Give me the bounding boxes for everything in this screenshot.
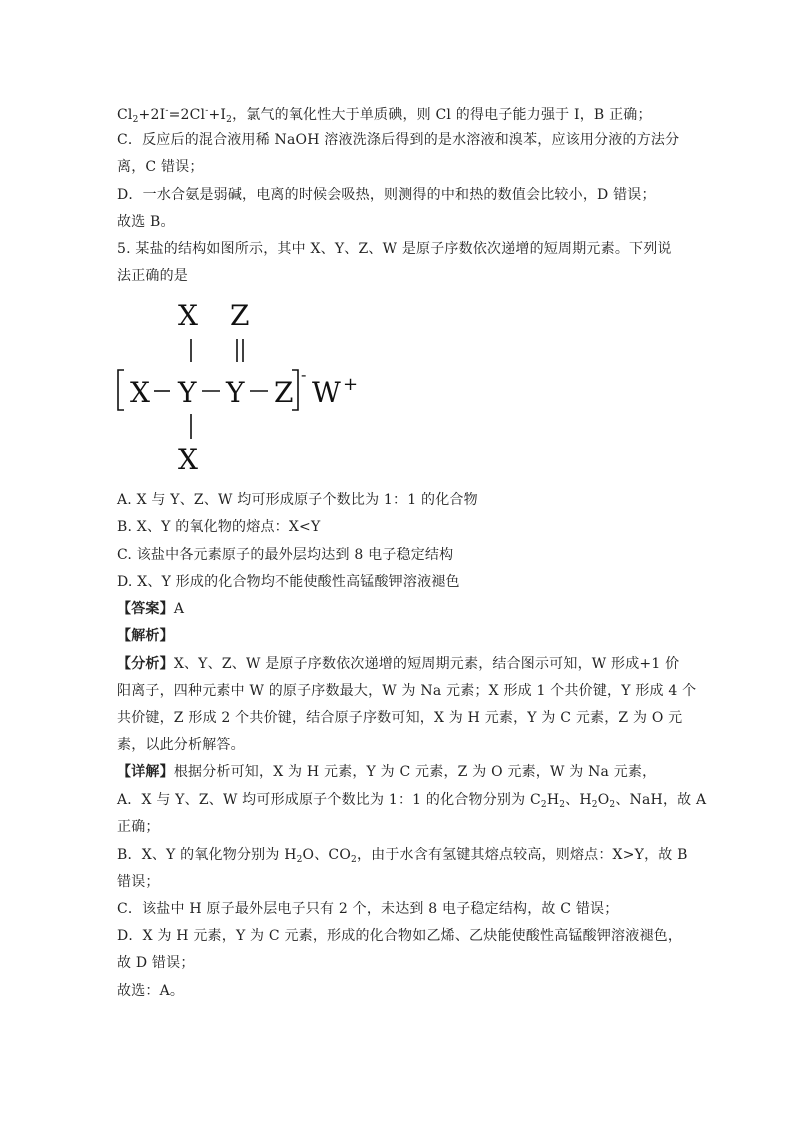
detail-b-line-1: B．X、Y 的氧化物分别为 $H_2O$、$CO_2$，由于水含有氢键其熔点较高，则熔点：X>Y，故 B [117, 847, 688, 865]
option-b: B. X、Y 的氧化物的熔点：X<Y [117, 519, 321, 535]
struct-chain-z: Z [274, 376, 294, 409]
detail-a-line-2: 正确； [117, 819, 160, 835]
struct-anion-charge: - [301, 365, 307, 384]
text-line-4: D．一水合氨是弱碱，电离的时候会吸热，则测得的中和热的数值会比较小，D 错误； [117, 187, 656, 203]
question-5-stem: 5. 某盐的结构如图所示，其中 X、Y、Z、W 是原子序数依次递增的短周期元素。下列说 [117, 241, 672, 257]
option-c: C. 该盐中各元素原子的最外层均达到 8 电子稳定结构 [117, 547, 454, 563]
analysis-line-4: 素，以此分析解答。 [117, 737, 245, 753]
answer-tag: 【答案】 [117, 601, 174, 617]
detail-b-line-2: 错误； [117, 874, 160, 890]
final-answer-line: 故选：A。 [117, 983, 185, 999]
answer-line [117, 599, 184, 619]
struct-chain-y1: Y [178, 376, 197, 409]
analysis-line-2: 阳离子，四种元素中 W 的原子序数最大，W 为 Na 元素；X 形成 1 个共价键，Y 形成 4 个 [117, 683, 697, 699]
question-5-stem-cont: 法正确的是 [117, 268, 188, 284]
struct-bracket-left [118, 370, 124, 410]
detail-c-line: C．该盐中 H 原子最外层电子只有 2 个，未达到 8 电子稳定结构，故 C 错误； [117, 901, 619, 917]
detail-a-line-1: A．X 与 Y、Z、W 均可形成原子个数比为 1：1 的化合物分别为 $C_2H_2$、$H_2O_2$、NaH，故 A [117, 792, 707, 810]
structure-diagram [112, 292, 392, 482]
option-d: D. X、Y 形成的化合物均不能使酸性高锰酸钾溶液褪色 [117, 574, 460, 590]
struct-cation-charge: + [343, 374, 359, 395]
text-line-2: C．反应后的混合液用稀 NaOH 溶液洗涤后得到的是水溶液和溴苯，应该用分液的方法分 [117, 132, 680, 148]
struct-chain-y2: Y [226, 376, 245, 409]
text-line-1: $Cl_2+2I^-=2Cl^-+I_2$，氯气的氧化性大于单质碘，则 Cl 的得电子能力强于 I，B 正确； [117, 106, 652, 125]
detail-d-line-1: D．X 为 H 元素，Y 为 C 元素，形成的化合物如乙烯、乙炔能使酸性高锰酸钾溶液褪色， [117, 928, 683, 944]
analysis-line-3: 共价键，Z 形成 2 个共价键，结合原子序数可知，X 为 H 元素，Y 为 C 元素，Z 为 O 元 [117, 710, 683, 726]
fenxi-tag: 【分析】 [117, 656, 174, 672]
answer-value: A [173, 601, 185, 617]
struct-top-z: Z [230, 299, 250, 332]
analysis-tag: 【解析】 [117, 628, 174, 644]
struct-top-x: X [178, 299, 198, 332]
text-line-5: 故选 B。 [117, 214, 175, 230]
struct-chain-x: X [130, 376, 150, 409]
option-a: A. X 与 Y、Z、W 均可形成原子个数比为 1：1 的化合物 [117, 492, 478, 508]
detail-d-line-2: 故 D 错误； [117, 955, 195, 971]
analysis-line-1: 【分析】X、Y、Z、W 是原子序数依次递增的短周期元素，结合图示可知，W 形成+1 价 [117, 656, 680, 672]
text-line-3: 离，C 错误； [117, 159, 204, 175]
xiangjie-tag: 【详解】 [117, 764, 174, 780]
detail-line-1: 【详解】根据分析可知，X 为 H 元素，Y 为 C 元素，Z 为 O 元素，W 为 Na 元素， [117, 764, 657, 780]
struct-bottom-x: X [178, 443, 198, 476]
struct-cation: W [312, 376, 341, 409]
